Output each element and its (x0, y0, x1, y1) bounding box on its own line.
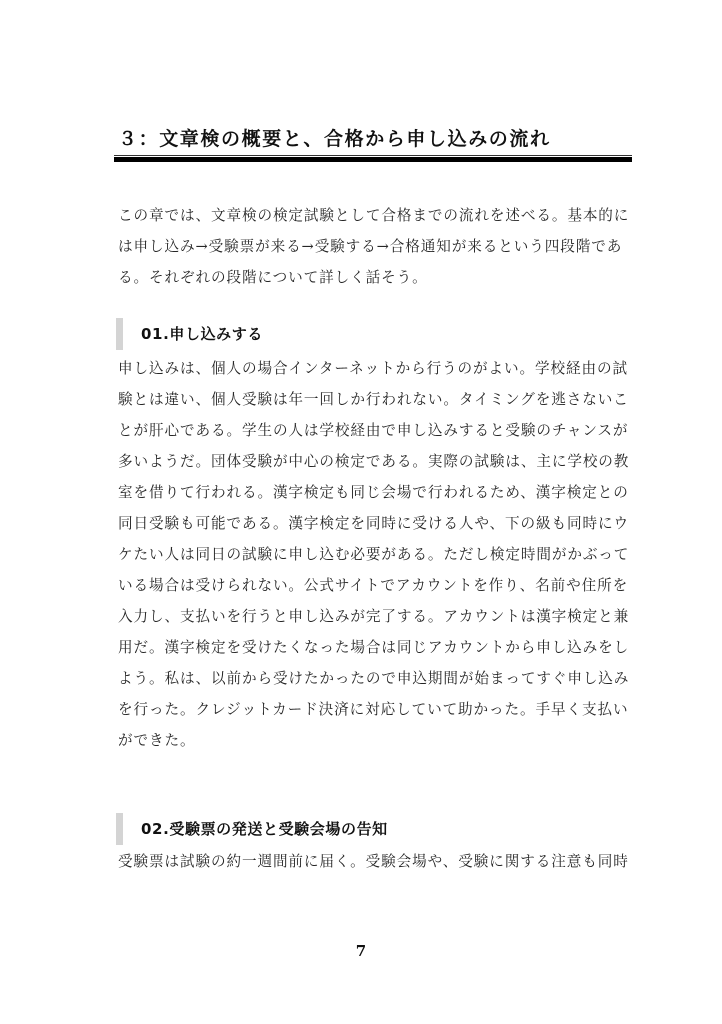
title-rule-thin (114, 155, 632, 156)
text-line: 験とは違い、個人受験は年一回しか行われない。タイミングを逃さないこ (118, 391, 629, 408)
intro-paragraph (118, 200, 638, 293)
text-line: 入力し、支払いを行うと申し込みが完了する。アカウントは漢字検定と兼 (118, 608, 630, 625)
title-rule-thick (114, 157, 632, 162)
text-line: この章では、文章検の検定試験として合格までの流れを述べる。基本的に (118, 207, 630, 224)
text-line: 用だ。漢字検定を受けたくなった場合は同じアカウントから申し込みをし (118, 639, 630, 656)
section-heading-02: 02.受験票の発送と受験会場の告知 (116, 813, 388, 845)
chapter-title: ３：文章検の概要と、合格から申し込みの流れ (118, 128, 551, 150)
text-line: 同日受験も可能である。漢字検定を同時に受ける人や、下の級も同時にウ (118, 515, 630, 532)
section-01-paragraph (118, 353, 638, 756)
text-line: 申し込みは、個人の場合インターネットから行うのがよい。学校経由の試 (118, 360, 628, 377)
text-line: よう。私は、以前から受けたかったので申込期間が始まってすぐ申し込み (118, 670, 630, 687)
text-line: 室を借りて行われる。漢字検定も同じ会場で行われるため、漢字検定との (118, 484, 629, 501)
text-line: は申し込み→受験票が来る→受験する→合格通知が来るという四段階であ (118, 238, 623, 255)
text-line: を行った。クレジットカード決済に対応していて助かった。手早く支払い (118, 701, 629, 718)
section-02-paragraph (118, 846, 638, 877)
text-line: 多いようだ。団体受験が中心の検定である。実際の試験は、主に学校の教 (118, 453, 630, 470)
text-line: 受験票は試験の約一週間前に届く。受験会場や、受験に関する注意も同時 (118, 853, 629, 870)
text-line: ができた。 (118, 732, 196, 749)
section-heading-01: 01.申し込みする (116, 318, 263, 350)
text-line: いる場合は受けられない。公式サイトでアカウントを作り、名前や住所を (118, 577, 629, 594)
page-number: 7 (355, 942, 367, 960)
text-line: ケたい人は同日の試験に申し込む必要がある。ただし検定時間がかぶって (118, 546, 630, 563)
text-line: とが肝心である。学生の人は学校経由で申し込みすると受験のチャンスが (118, 422, 629, 439)
text-line: る。それぞれの段階について詳しく話そう。 (118, 269, 428, 286)
